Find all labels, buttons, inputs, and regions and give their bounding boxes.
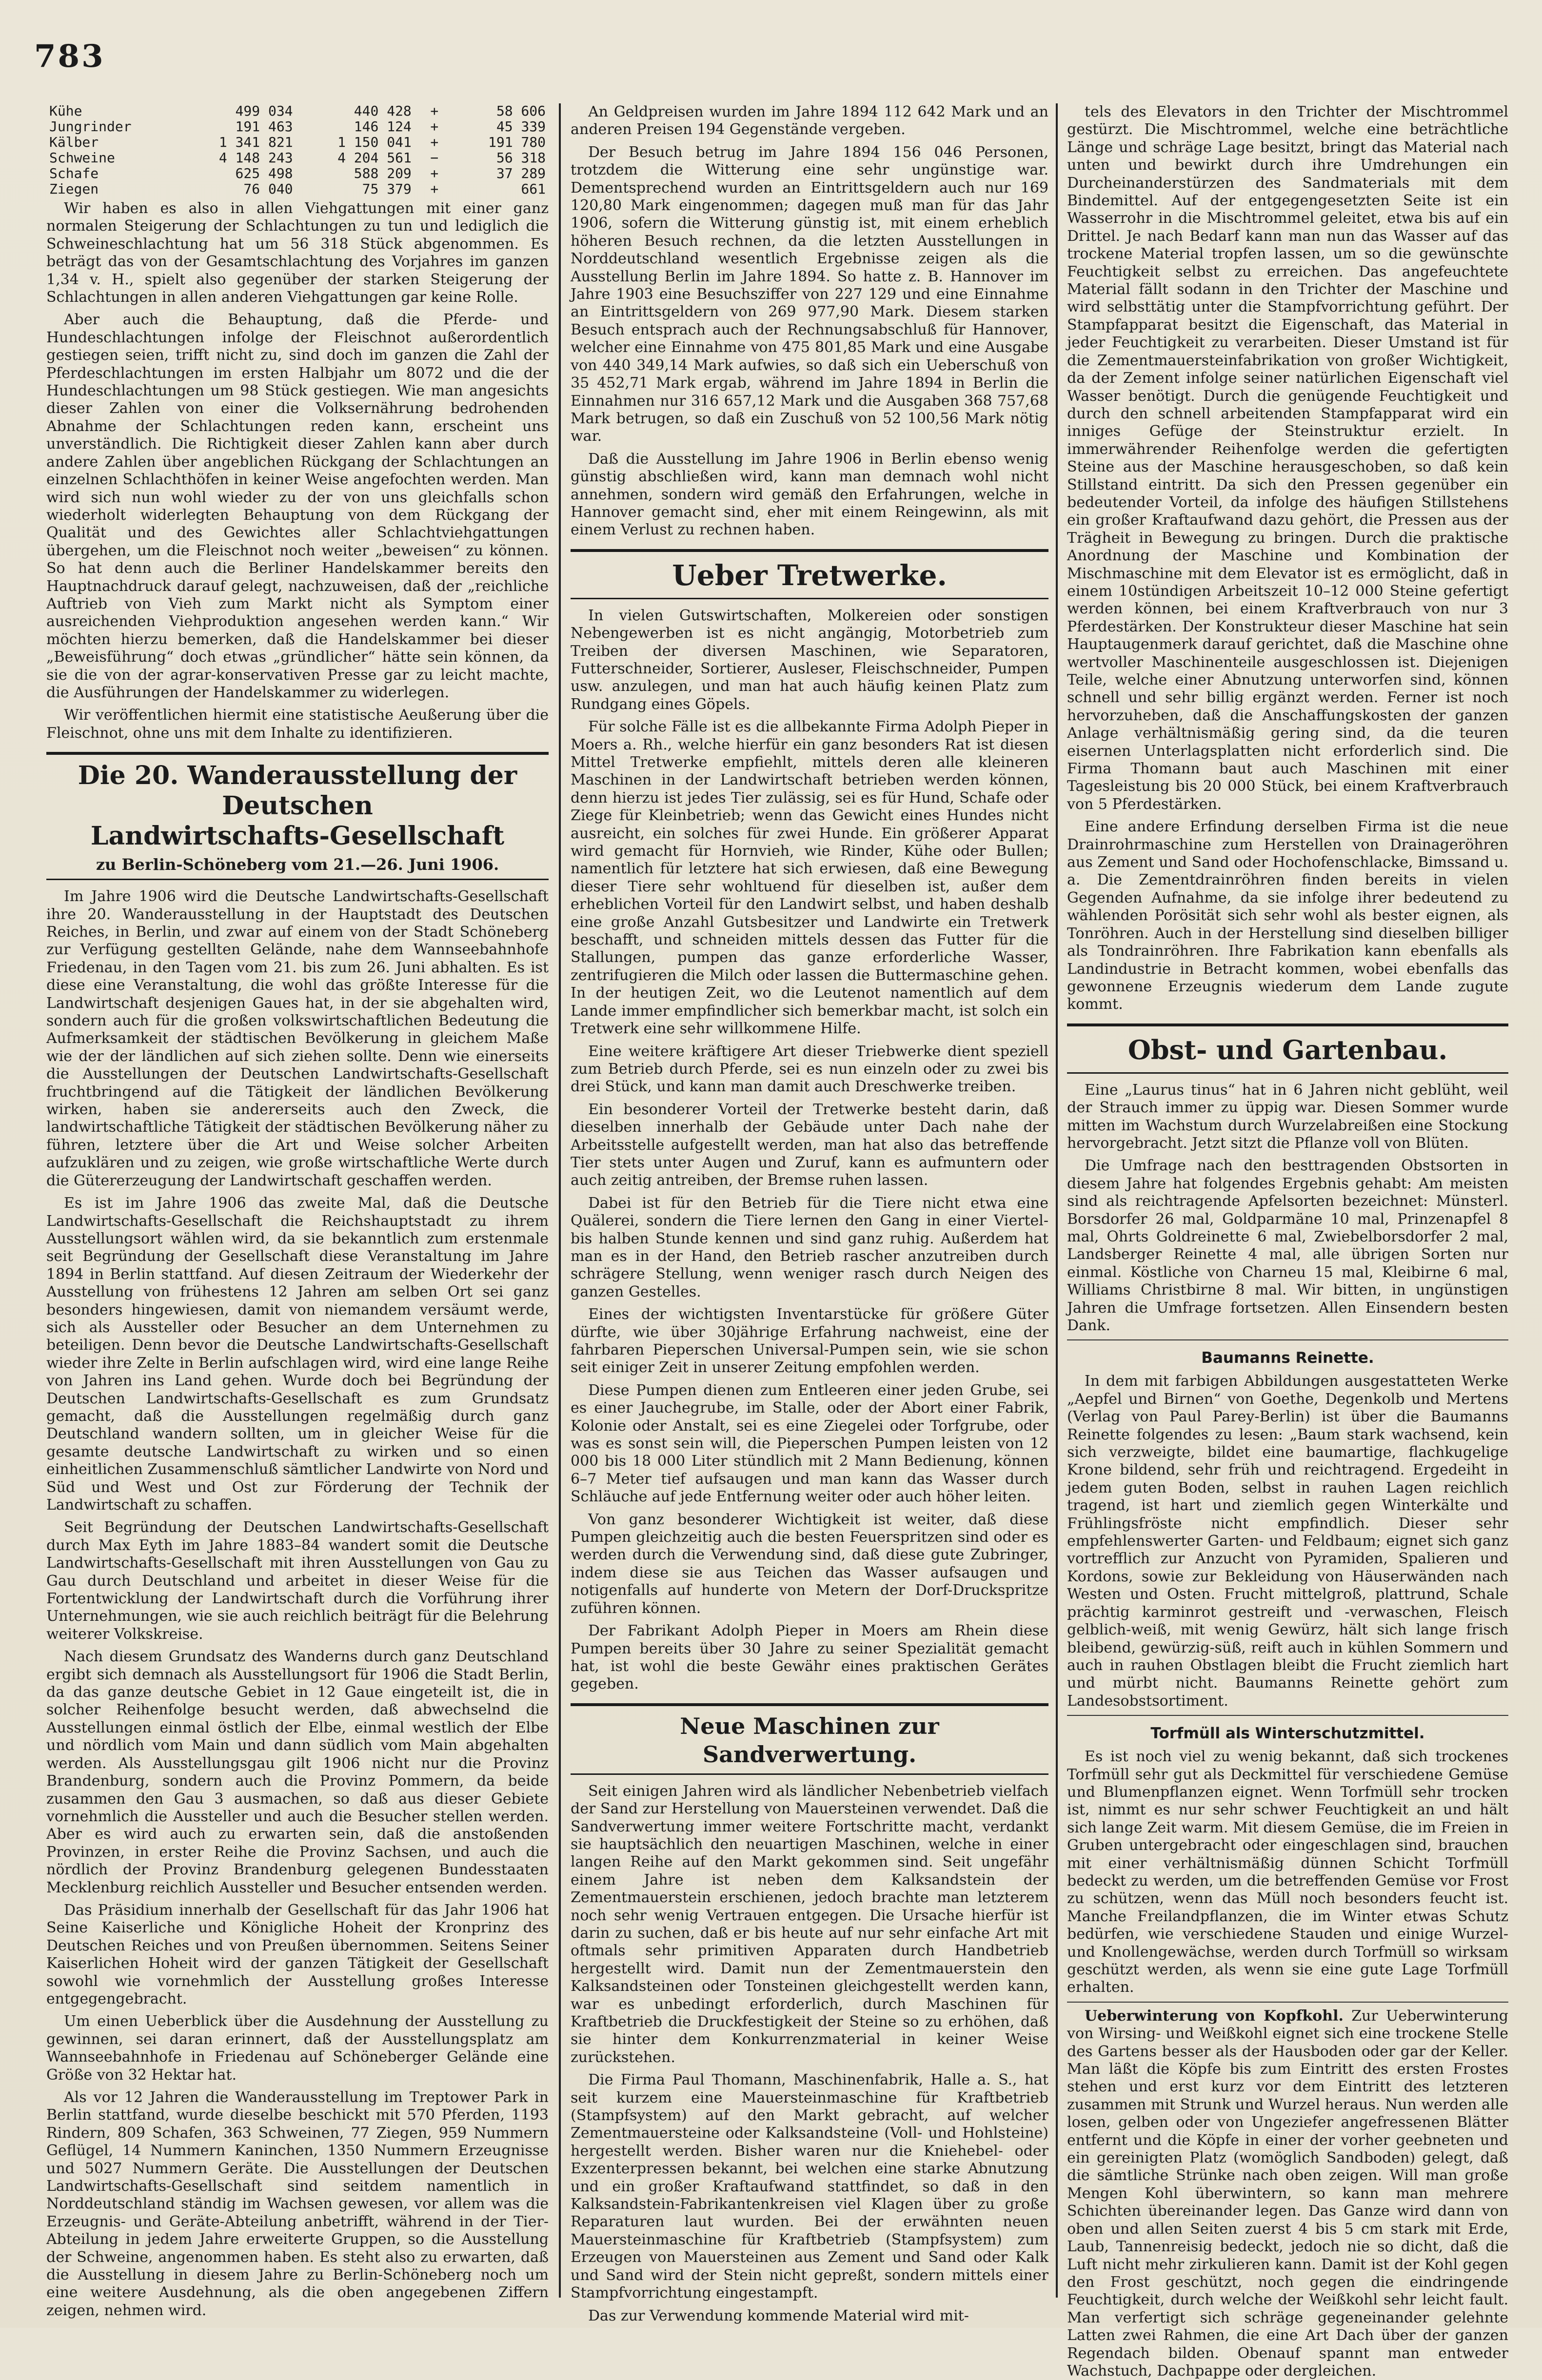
paragraph: Eine weitere kräftigere Art dieser Triebwerke dient speziell zum Betrieb durch Pferde, sei es nun einzeln oder zu zwei bis drei Stück, und kann man damit auch Dreschwerke treiben. bbox=[571, 1042, 1048, 1096]
stats-sign: + bbox=[430, 118, 439, 135]
column-rule-right bbox=[1056, 103, 1058, 2298]
kopfkohl-lead: Ueberwinterung von Kopfkohl. bbox=[1085, 2007, 1344, 2025]
paragraph: Die Firma Paul Thomann, Maschinenfabrik, Halle a. S., hat seit kurzem eine Mauersteinmaschine für Kraftbetrieb (Stampfsystem) auf den Markt gebracht, auf welcher Zementmauersteine oder Kalksandsteine (Voll- und Hohlsteine) hergestellt werden. Bisher waren nur die Kniehebel- oder Exzenterpressen bekannt, bei welchen eine starke Abnutzung und ein großer Kraftaufwand stattfindet, so daß in den Kalksandstein-Fabrikantenkreisen viel Klagen über zu große Reparaturen laut wurden. Bei der erwähnten neuen Mauersteinmaschine für Kraftbetrieb (Stampfsystem) zum Erzeugen von Mauersteinen aus Zement und Sand oder Kalk und Sand wird der Stein nicht gepreßt, sondern mittels einer Stampfvorrichtung eingestampft. bbox=[571, 2071, 1048, 2302]
divider bbox=[1067, 2002, 1508, 2003]
stats-value-a: 191 463 bbox=[235, 118, 293, 135]
stats-value-a: 1 341 821 bbox=[218, 134, 293, 150]
paragraph: Im Jahre 1906 wird die Deutsche Landwirtschafts-Gesellschaft ihre 20. Wanderausstellung in der Hauptstadt des Deutschen Reiches, in Berlin, und zwar auf einem von der Stadt Schöneberg zur Verfügung gestellten Gelände, nahe dem Wannseebahnhofe Friedenau, in den Tagen vom 21. bis zum 26. Juni abhalten. Es ist diese eine Veranstaltung, die wohl das größte Interesse für die Landwirtschaft desjenigen Gaues hat, in der sie abgehalten wird, sondern auch für die großen volkswirtschaftlichen Bedeutung die Aufmerksamkeit der städtischen Bevölkerung in gleichem Maße wie der der ländlichen auf sich ziehen sollte. Denn wie einerseits die Ausstellungen der Deutschen Landwirtschafts-Gesellschaft fruchtbringend auf die Tätigkeit der ländlichen Bevölkerung wirken, haben sie andererseits auch den Zweck, die landwirtschaftliche Tätigkeit der städtischen Bevölkerung näher zu führen, letztere über die Art und Weise solcher Arbeiten aufzuklären und zu zeigen, wie große wirtschaftliche Werte durch die Gütererzeugung der Landwirtschaft geschaffen werden. bbox=[46, 888, 549, 1189]
obstbau-body bbox=[1067, 1082, 1508, 1335]
stats-label: Schweine bbox=[49, 150, 115, 166]
stats-row bbox=[46, 150, 549, 166]
paragraph: Wir haben es also in allen Viehgattungen mit einer ganz normalen Steigerung der Schlachtungen zu tun und lediglich die Schweineschlachtung hat um 56 318 Stück abgenommen. Es beträgt das von der Gesamtschlachtung des Vorjahres im ganzen 1,34 v. H., spielt also gegenüber der starken Steigerung der Schlachtungen in allen anderen Viehgattungen gar keine Rolle. bbox=[46, 200, 549, 306]
stats-value-b: 4 204 561 bbox=[337, 150, 412, 166]
exhibition-title-line1: Die 20. Wanderausstellung der Deutschen bbox=[78, 761, 517, 821]
paragraph: Dabei ist für den Betrieb für die Tiere nicht etwa eine Quälerei, sondern die Tiere lernen den Gang in einer Viertel- bis halben Stunde kennen und sind ganz ruhig. Außerdem hat man es in der Hand, den Betrieb rascher anzutreiben durch schrägere Stellung, wenn weniger rasch durch Neigen des ganzen Gestelles. bbox=[571, 1194, 1048, 1300]
paragraph: Seit Begründung der Deutschen Landwirtschafts-Gesellschaft durch Max Eyth im Jahre 1883–84 wandert somit die Deutsche Landwirtschafts-Gesellschaft mit ihren Ausstellungen von Gau zu Gau durch Deutschland und arbeitet in dieser Weise für die Fortentwicklung der Landwirtschaft durch die Vorführung ihrer Unternehmungen, wie sie auch reichlich beiträgt für die Belehrung weiterer Volkskreise. bbox=[46, 1519, 549, 1643]
paragraph: Um einen Ueberblick über die Ausdehnung der Ausstellung zu gewinnen, sei daran erinnert, daß der Ausstellungsplatz am Wannseebahnhofe in Friedenau auf Schöneberger Gelände eine Größe von 32 Hektar hat. bbox=[46, 2013, 549, 2084]
stats-value-b: 146 124 bbox=[354, 118, 412, 135]
stats-diff: 45 339 bbox=[496, 118, 546, 135]
paragraph: Nach diesem Grundsatz des Wanderns durch ganz Deutschland ergibt sich demnach als Ausstellungsort für 1906 die Stadt Berlin, da das ganze deutsche Gebiet in 12 Gaue eingeteilt ist, die in solcher Reihenfolge besucht werden, daß abwechselnd die Ausstellungen einmal östlich der Elbe, einmal westlich der Elbe und nördlich vom Main und dann südlich vom Main abgehalten werden. Als Ausstellungsgau gilt 1906 nicht nur die Provinz Brandenburg, sondern auch die Provinz Pommern, da beide zusammen den Gau 3 ausmachen, so daß aus dieser Gebiete vornehmlich die Aussteller und auch die Besucher stellen werden. Aber es wird auch zu erwarten sein, daß die anstoßenden Provinzen, in erster Reihe die Provinz Sachsen, und auch die nördlich der Provinz Brandenburg gelegenen Bundesstaaten Mecklenburg reichlich Aussteller und Besucher entsenden werden. bbox=[46, 1648, 549, 1896]
page-number: 783 bbox=[34, 38, 105, 75]
column-1-intro bbox=[46, 200, 549, 742]
obstbau-headline bbox=[1067, 1023, 1508, 1074]
column-2-intro bbox=[571, 103, 1048, 539]
paragraph: An Geldpreisen wurden im Jahre 1894 112 642 Mark und an anderen Preisen 194 Gegenstände vergeben. bbox=[571, 103, 1048, 138]
stats-row bbox=[46, 166, 549, 181]
tretwerke-headline bbox=[571, 549, 1048, 599]
paragraph: Eine „Laurus tinus“ hat in 6 Jahren nicht geblüht, weil der Strauch immer zu üppig war. Diesen Sommer wurde mitten im Wachstum durch Wurzelabreißen eine Stockung hervorgebracht. Jetzt sitzt die Pflanze voll von Blüten. bbox=[1067, 1081, 1508, 1152]
stats-value-b: 588 209 bbox=[354, 165, 412, 181]
paragraph: Das Präsidium innerhalb der Gesellschaft für das Jahr 1906 hat Seine Kaiserliche und Königliche Hoheit der Kronprinz des Deutschen Reiches und von Preußen übernommen. Seitens Seiner Kaiserlichen Hoheit wird der ganzen Tätigkeit der Gesellschaft sowohl wie vornehmlich der Ausstellung großes Interesse entgegengebracht. bbox=[46, 1901, 549, 2007]
paragraph: Es ist im Jahre 1906 das zweite Mal, daß die Deutsche Landwirtschafts-Gesellschaft die Reichshauptstadt zu ihrem Ausstellungsort wählen wird, da sie bekanntlich zum erstenmale seit Begründung der Gesellschaft diese Veranstaltung im Jahre 1894 in Berlin stattfand. Auf diesen Zeitraum der Wiederkehr der Ausstellung von frühestens 12 Jahren am selben Ort sei ganz besonders hingewiesen, damit von niemandem versäumt werde, sich als Aussteller oder Besucher an dem Unternehmen zu beteiligen. Denn bevor die Deutsche Landwirtschafts-Gesellschaft wieder ihre Zelte in Berlin aufschlagen wird, wird eine lange Reihe von Jahren ins Land gehen. Wurde doch bei Begründung der Deutschen Landwirtschafts-Gesellschaft es zum Grundsatz gemacht, daß die Ausstellungen regelmäßig durch ganz Deutschland wandern sollten, um in gleicher Weise für die gesamte deutsche Landwirtschaft zu wirken und so einen einheitlichen Zusammenschluß sämtlicher Landwirte von Nord und Süd und West und Ost zur Förderung der Technik der Landwirtschaft zu schaffen. bbox=[46, 1195, 549, 1514]
stats-value-b: 440 428 bbox=[354, 103, 412, 119]
stats-sign: + bbox=[430, 181, 439, 197]
kopfkohl-paragraph bbox=[1067, 2007, 1508, 2380]
stats-value-a: 625 498 bbox=[235, 165, 293, 181]
stats-diff: 37 289 bbox=[496, 165, 546, 181]
tretwerke-title: Ueber Tretwerke. bbox=[672, 558, 947, 592]
divider bbox=[1067, 1715, 1508, 1716]
paragraph: Wir veröffentlichen hiermit eine statistische Aeußerung über die Fleischnot, ohne uns mit dem Inhalte zu identifizieren. bbox=[46, 707, 549, 742]
stats-sign: + bbox=[430, 134, 439, 150]
sandverwertung-headline bbox=[571, 1703, 1048, 1775]
baumanns-reinette-title: Baumanns Reinette. bbox=[1201, 1349, 1374, 1367]
paragraph: Für solche Fälle ist es die allbekannte Firma Adolph Pieper in Moers a. Rh., welche hierfür ein ganz besonders Rat ist diesen Mittel Tretwerke empfiehlt, mittels deren alle kleineren Maschinen in der Landwirtschaft betrieben werden können, denn hierzu ist jedes Tier zulässig, sei es für Hund, Schafe oder Ziege für Kleinbetrieb; wenn das Gewicht eines Hundes nicht ausreicht, ein solches für zwei Hunde. Ein größerer Apparat wird gemacht für Hornvieh, wie Rinder, Kühe oder Bullen; namentlich für letztere hat sich erwiesen, daß eine Bewegung dieser Tiere sehr wohltuend für dieselben ist, außer dem erheblichen Vorteil für den Landwirt selbst, und haben deshalb eine große Anzahl Gutsbesitzer und Landwirte ein Tretwerk beschafft, und schneiden mittels dessen das Futter für die Stallungen, pumpen das ganze erforderliche Wasser, zentrifugieren die Milch oder lassen die Buttermaschine gehen. In der heutigen Zeit, wo die Leutenot namentlich auf dem Lande immer empfindlicher sich bemerkbar macht, ist solch ein Tretwerk eine sehr willkommene Hilfe. bbox=[571, 718, 1048, 1038]
stats-value-a: 499 034 bbox=[235, 103, 293, 119]
sandverwertung-title: Neue Maschinen zur Sandverwertung. bbox=[680, 1712, 939, 1768]
stats-sign: − bbox=[430, 150, 439, 166]
paragraph: Von ganz besonderer Wichtigkeit ist weiter, daß diese Pumpen gleichzeitig auch die besten Feuerspritzen sind oder es werden durch die Verwendung sind, daß diese gute Zubringer, indem diese sie aus Teichen das Wasser aufsaugen und notigenfalls auf hunderte von Metern der Dorf-Druckspritze zuführen können. bbox=[571, 1511, 1048, 1617]
column-1 bbox=[46, 103, 549, 2319]
paragraph: Der Fabrikant Adolph Pieper in Moers am Rhein diese Pumpen bereits über 30 Jahre zu seiner Spezialität gemacht hat, ist wohl die beste Gewähr eines praktischen Gerätes gegeben. bbox=[571, 1622, 1048, 1693]
column-3 bbox=[1067, 103, 1508, 2380]
tretwerke-article-body bbox=[571, 607, 1048, 1693]
paragraph: Als vor 12 Jahren die Wanderausstellung im Treptower Park in Berlin stattfand, wurde dieselbe beschickt mit 570 Pferden, 1193 Rindern, 809 Schafen, 363 Schweinen, 77 Ziegen, 959 Nummern Geflügel, 14 Nummern Kaninchen, 1350 Nummern Erzeugnisse und 5027 Nummern Geräte. Die Ausstellungen der Deutschen Landwirtschafts-Gesellschaft sind seitdem namentlich in Norddeutschland ständig im Wachsen gewesen, vor allem was die Erzeugnis- und Geräte-Abteilung anbetrifft, während in der Tier-Abteilung in jedem Jahre erweiterte Gruppen, so die Ausstellung der Schweine, angenommen haben. Es steht also zu erwarten, daß die Ausstellung in diesem Jahre zu Berlin-Schöneberg noch um eine weitere Ausdehnung, als die oben angegebenen Ziffern zeigen, nehmen wird. bbox=[46, 2089, 549, 2319]
stats-diff: 191 780 bbox=[488, 134, 546, 150]
column-rule-left bbox=[559, 103, 561, 2298]
stats-label: Jungrinder bbox=[49, 118, 132, 135]
stats-diff: 56 318 bbox=[496, 150, 546, 166]
stats-label: Kühe bbox=[49, 103, 82, 119]
stats-value-b: 1 150 041 bbox=[337, 134, 412, 150]
paragraph: Das zur Verwendung kommende Material wird mit- bbox=[588, 2307, 969, 2324]
torfmuell-text: Es ist noch viel zu wenig bekannt, daß sich trockenes Torfmüll sehr gut als Deckmittel für verschiedene Gemüse und Blumenpflanzen eignet. Wenn Torfmüll sehr trocken ist, nimmt es nur sehr schwer Feuchtigkeit an und hält sich lange Zeit warm. Mit diesem Gemüse, die im Freien in Gruben untergebracht oder eingeschlagen sind, brauchen mit einer verhältnismäßig dünnen Schicht Torfmüll bedeckt zu werden, um die betreffenden Gemüse vor Frost zu schützen, wenn das Müll noch besonders feucht ist. Manche Freilandpflanzen, die im Winter etwas Schutz bedürfen, wie verschiedene Stauden und einige Wurzel- und Knollengewächse, werden durch Torfmüll so wirksam geschützt werden, als wenn sie eine gute Lage Torfmüll erhalten. bbox=[1067, 1748, 1508, 1996]
column-2 bbox=[571, 103, 1048, 2324]
kopfkohl-text: Zur Ueberwinterung von Wirsing- und Weißkohl eignet sich eine trockene Stelle des Gartens besser als der Hausboden oder gar der Keller. Man läßt die Köpfe bis zum Eintritt des ersten Frostes stehen und erst kurz vor dem Eintritt des letzteren zusammen mit Strunk und Wurzel heraus. Nun werden alle losen, gelben oder von Ungeziefer angefressenen Blätter entfernt und die Köpfe in einer der vorher geebneten und ein gereinigten Platz (womöglich Sandboden) gelegt, daß die sämtliche Strünke nach oben zeigen. Will man große Mengen Kohl überwintern, so kann man mehrere Schichten übereinander legen. Das Ganze wird dann von oben und allen Seiten zuerst 4 bis 5 cm stark mit Erde, Laub, Tannenreisig bedeckt, jedoch nie so dicht, daß die Luft nicht mehr zirkulieren kann. Damit ist der Kohl gegen den Frost geschützt, noch gegen die eindringende Feuchtigkeit, durch welche der Weißkohl sehr leicht fault. Man verfertigt sich schräge gegeneinander gelehnte Latten zwei Rahmen, die eine Art Dach über der ganzen Regendach bilden. Obenauf spannt man entweder Wachstuch, Dachpappe oder dergleichen. bbox=[1067, 2007, 1508, 2380]
paragraph: Aber auch die Behauptung, daß die Pferde- und Hundeschlachtungen infolge der Fleischnot außerordentlich gestiegen seien, trifft nicht zu, sind doch im ganzen die Zahl der Pferdeschlachtungen im ersten Halbjahr um 8072 und die der Hundeschlachtungen um 98 Stück gestiegen. Wie man angesichts dieser Zahlen von einer die Volksernährung bedrohenden Abnahme der Schlachtungen reden kann, erscheint uns unverständlich. Die Richtigkeit dieser Zahlen kann aber durch andere Zahlen über angeblichen Rückgang der Schlachtungen an einzelnen Schlachthöfen in keiner Weise angefochten werden. Man wird sich nun wohl wieder zu der von uns gleichfalls schon wiederholt widerlegten Behauptung von dem Rückgang der Qualität und des Gewichtes aller Schlachtviehgattungen übergehen, um die Fleischnot noch weiter „beweisen“ zu können. So hat denn auch die Berliner Handelskammer bereits den Hauptnachdruck darauf gelegt, nachzuweisen, daß der „reichliche Auftrieb von Vieh zum Markt nicht als Symptom einer ausreichenden Viehproduktion angesehen werden kann.“ Wir möchten hierzu bemerken, daß die Handelskammer bei dieser „Beweisführung“ doch etwas „gründlicher“ hätte sein können, da sie die von der agrar-konservativen Presse gar zu leicht machte, die Ausführungen der Handelskammer zu widerlegen. bbox=[46, 311, 549, 701]
paragraph: Diese Pumpen dienen zum Entleeren einer jeden Grube, sei es einer Jauchegrube, im Stalle, oder der Abort einer Fabrik, Kolonie oder Anstalt, sei es eine Ziegelei oder Torfgrube, oder was es sonst sein will, die Pieperschen Pumpen leisten von 12 000 bis 18 000 Liter stündlich mit 2 Mann Bedienung, können 6–7 Meter tief aufsaugen und man kann das Wasser durch Schläuche auf jede Entfernung weiter oder auch höher leiten. bbox=[571, 1381, 1048, 1506]
stats-row bbox=[46, 103, 549, 119]
stats-diff: 58 606 bbox=[496, 103, 546, 119]
paragraph: Seit einigen Jahren wird als ländlicher Nebenbetrieb vielfach der Sand zur Herstellung von Mauersteinen verwendet. Daß die Sandverwertung immer weitere Fortschritte macht, verdankt sie hauptsächlich den neuartigen Maschinen, welche in einer langen Reihe auf den Markt gekommen sind. Seit ungefähr einem Jahre ist neben dem Kalksandstein der Zementmauerstein erschienen, jedoch brachte man letzterem noch sehr wenig Vertrauen entgegen. Die Ursache hierfür ist darin zu suchen, daß er bis heute auf nur sehr einfache Art mit oftmals sehr primitiven Apparaten durch Handbetrieb hergestellt wird. Damit nun der Zementmauerstein den Kalksandsteinen oder Tonsteinen gleichgestellt werden kann, war es unbedingt erforderlich, durch Maschinen für Kraftbetrieb die Druckfestigkeit der Steine so zu erhöhen, daß sie hinter dem Konkurrenzmaterial in keiner Weise zurückstehen. bbox=[571, 1782, 1048, 2066]
stats-value-a: 4 148 243 bbox=[218, 150, 293, 166]
paragraph: Der Besuch betrug im Jahre 1894 156 046 Personen, trotzdem die Witterung eine sehr ungünstige war. Dementsprechend wurden an Eintrittsgeldern auch nur 169 120,80 Mark eingenommen; dagegen muß man für das Jahr 1906, sofern die Witterung günstig ist, mit einem erheblich höheren Besuch rechnen, da die letzten Ausstellungen in Norddeutschland wesentlich Ergebnisse zeigen als die Ausstellung Berlin im Jahre 1894. So hatte z. B. Hannover im Jahre 1903 eine Besuchsziffer von 227 129 und eine Einnahme an Eintrittsgeldern von 269 977,90 Mark. Diesem starken Besuch entsprach auch der Rechnungsabschluß für Hannover, welcher eine Einnahme von 475 801,85 Mark und eine Ausgabe von 440 349,14 Mark aufwies, so daß sich ein Ueberschuß von 35 452,71 Mark ergab, während im Jahre 1894 in Berlin die Einnahmen nur 316 657,12 Mark und die Ausgaben 368 757,68 Mark betrugen, so daß ein Zuschuß von 52 100,56 Mark nötig war. bbox=[571, 143, 1048, 445]
paragraph: Daß die Ausstellung im Jahre 1906 in Berlin ebenso wenig günstig abschließen wird, kann man demnach wohl nicht annehmen, sondern wird gemäß den Erfahrungen, welche in Hannover gemacht sind, eher mit einem Reingewinn, als mit einem Verlust zu rechnen haben. bbox=[571, 450, 1048, 539]
livestock-stats-table bbox=[46, 103, 549, 197]
stats-label: Kälber bbox=[49, 134, 99, 150]
stats-row bbox=[46, 119, 549, 135]
baumanns-reinette-text: In dem mit farbigen Abbildungen ausgestatteten Werke „Aepfel und Birnen“ von Goethe, Degenkolb und Mertens (Verlag von Paul Parey-Berlin) ist über die Baumanns Reinette folgendes zu lesen: „Baum stark wachsend, kein sich verzweigte, bildet eine baumartige, flachkugelige Krone bildend, sehr früh und reichtragend. Ergedeiht in jedem guten Boden, selbst in rauhen Lagen reichlich tragend, ist hart und ziemlich gegen Winterkälte und Frühlingsfröste nicht empfindlich. Dieser sehr empfehlenswerter Garten- und Feldbaum; eignet sich ganz vortrefflich zur Anzucht von Pyramiden, Spalieren und Kordons, sowie zur Bekleidung von Häuserwänden nach Westen und Osten. Frucht mittelgroß, plattrund, Schale prächtig karminrot gestreift und -verwaschen, Fleisch gelblich-weiß, mit wenig Gewürz, hält sich lange frisch bleibend, gewürzig-süß, reift auch in kühlen Sommern und auch in rauhen Obstlagen bleibt die Frucht ziemlich hart und mürbt nicht. Baumanns Reinette gehört zum Landesobstsortiment. bbox=[1067, 1373, 1508, 1710]
paragraph: Ein besonderer Vorteil der Tretwerke besteht darin, daß dieselben innerhalb der Gebäude unter Dach nahe der Arbeitsstelle aufgestellt werden, man hat also das betreffende Tier stets unter Augen und Zuruf, kann es aufmuntern oder auch zeitig antreiben, der Bremse ruhen lassen. bbox=[571, 1101, 1048, 1189]
torfmuell-title: Torfmüll als Winterschutzmittel. bbox=[1150, 1725, 1425, 1743]
stats-value-b: 75 379 bbox=[362, 181, 412, 197]
exhibition-title-line2: Landwirtschafts-Gesellschaft bbox=[90, 821, 505, 851]
divider bbox=[1067, 1339, 1508, 1340]
exhibition-headline bbox=[46, 752, 549, 880]
column-3-intro bbox=[1067, 103, 1508, 1014]
stats-value-a: 76 040 bbox=[243, 181, 293, 197]
exhibition-subtitle: zu Berlin-Schöneberg vom 21.—26. Juni 1906. bbox=[96, 855, 499, 874]
stats-label: Ziegen bbox=[49, 181, 99, 197]
sandverwertung-article-body bbox=[571, 1783, 1048, 2325]
paragraph: tels des Elevators in den Trichter der Mischtrommel gestürzt. Die Mischtrommel, welche eine beträchtliche Länge und schräge Lage besitzt, bringt das Material nach unten und bewirkt durch ihre Umdrehungen ein Durcheinanderstürzen des Sandmaterials mit dem Bindemittel. Auf der entgegengesetzten Seite ist ein Wasserrohr in die Mischtrommel geleitet, etwa bis auf ein Drittel. Je nach Bedarf kann man nun das Wasser auf das trockene Material tropfen lassen, um so die gewünschte Feuchtigkeit selbst zu erreichen. Das angefeuchtete Material fällt sodann in den Trichter der Maschine und wird selbsttätig unter die Stampfvorrichtung geführt. Der Stampfapparat besitzt die Eigenschaft, das Material in jeder Feuchtigkeit zu verarbeiten. Dieser Umstand ist für die Zementmauersteinfabrikation von großer Wichtigkeit, da der Zement infolge seiner natürlichen Eigenschaft viel Wasser benötigt. Durch die genügende Feuchtigkeit und durch den schnell arbeitenden Stampfapparat wird ein inniges Gefüge der Steinstruktur erzielt. In immerwährender Reihenfolge werden die gefertigten Steine aus der Maschine herausgeschoben, so daß kein Stillstand eintritt. Da sich den Pressen gegenüber ein bedeutender Vorteil, da infolge des häufigen Stillstehens ein großer Kraftaufwand dazu gehört, die Pressen aus der Trägheit in Bewegung zu bringen. Durch die praktische Anordnung der Maschine und Kombination der Mischmaschine mit dem Elevator ist es ermöglicht, daß in einem 10stündigen Arbeitszeit 10–12 000 Steine gefertigt werden können, bei einem Kraftverbrauch von nur 3 Pferdestärken. Der Konstrukteur dieser Maschine hat sein Hauptaugenmerk darauf gerichtet, daß die Maschine ohne wertvoller Maschinenteile ausgeschlossen ist. Diejenigen Teile, welche einer Abnutzung unterworfen sind, können schnell und sehr billig ergänzt werden. Ferner ist noch hervorzuheben, daß die Anschaffungskosten der ganzen Anlage verhältnismäßig gering sind, da die teuren eisernen Unterlagsplatten nicht erforderlich sind. Die Firma Thomann baut auch Maschinen mit einer Tagesleistung bis 20 000 Stück, bei einem Kraftverbrauch von 5 Pferdestärken. bbox=[1067, 103, 1508, 813]
stats-sign: + bbox=[430, 165, 439, 181]
obstbau-title: Obst- und Gartenbau. bbox=[1127, 1034, 1448, 1065]
paragraph: Eine andere Erfindung derselben Firma ist die neue Drainrohrmaschine zum Herstellen von Drainageröhren aus Zement und Sand oder Hochofenschlacke, Bimssand u. a. Die Zementdrainröhren finden bereits in vielen Gegenden Aufnahme, da sie infolge ihrer bedeutend zu wählenden Porösität sich sehr wohl als bester eignen, als Tonröhren. Auch in der Herstellung sind dieselben billiger als Tondrainröhren. Ihre Fabrikation kann ebenfalls als Landindustrie in Betracht kommen, wobei ebenfalls das gewonnene Erzeugnis wiederum dem Lande zugute kommt. bbox=[1067, 818, 1508, 1013]
stats-label: Schafe bbox=[49, 165, 99, 181]
paragraph: Eines der wichtigsten Inventarstücke für größere Güter dürfte, wie über 30jährige Erfahrung nachweist, eine der fahrbaren Pieperschen Universal-Pumpen sein, wie sie schon seit einiger Zeit in unserer Zeitung empfohlen werden. bbox=[571, 1306, 1048, 1377]
exhibition-article-body bbox=[46, 888, 549, 2320]
stats-diff: 661 bbox=[521, 181, 546, 197]
paragraph: In vielen Gutswirtschaften, Molkereien oder sonstigen Nebengewerben ist es nicht angängig, Motorbetrieb zum Treiben der diversen Maschinen, wie Separatoren, Futterschneider, Sortierer, Ausleser, Fleischschneider, Pumpen usw. anzulegen, und man hat auch häufig keinen Platz zum Rundgang eines Göpels. bbox=[571, 607, 1048, 713]
stats-row bbox=[46, 135, 549, 150]
paragraph: Die Umfrage nach den besttragenden Obstsorten in diesem Jahre hat folgendes Ergebnis gehabt: Am meisten sind als reichtragende Apfelsorten bezeichnet: Münsterl. Borsdorfer 26 mal, Goldparmäne 10 mal, Prinzenapfel 8 mal, Ohrts Goldreinette 6 mal, Zwiebelborsdorfer 2 mal, Landsberger Reinette 4 mal, alle übrigen Sorten nur einmal. Köstliche von Charneu 15 mal, Kleibirne 6 mal, Williams Christbirne 8 mal. Wir bitten, in ungünstigen Jahren die Umfrage fortsetzen. Allen Einsendern besten Dank. bbox=[1067, 1157, 1508, 1334]
stats-sign: + bbox=[430, 103, 439, 119]
stats-row bbox=[46, 181, 549, 197]
